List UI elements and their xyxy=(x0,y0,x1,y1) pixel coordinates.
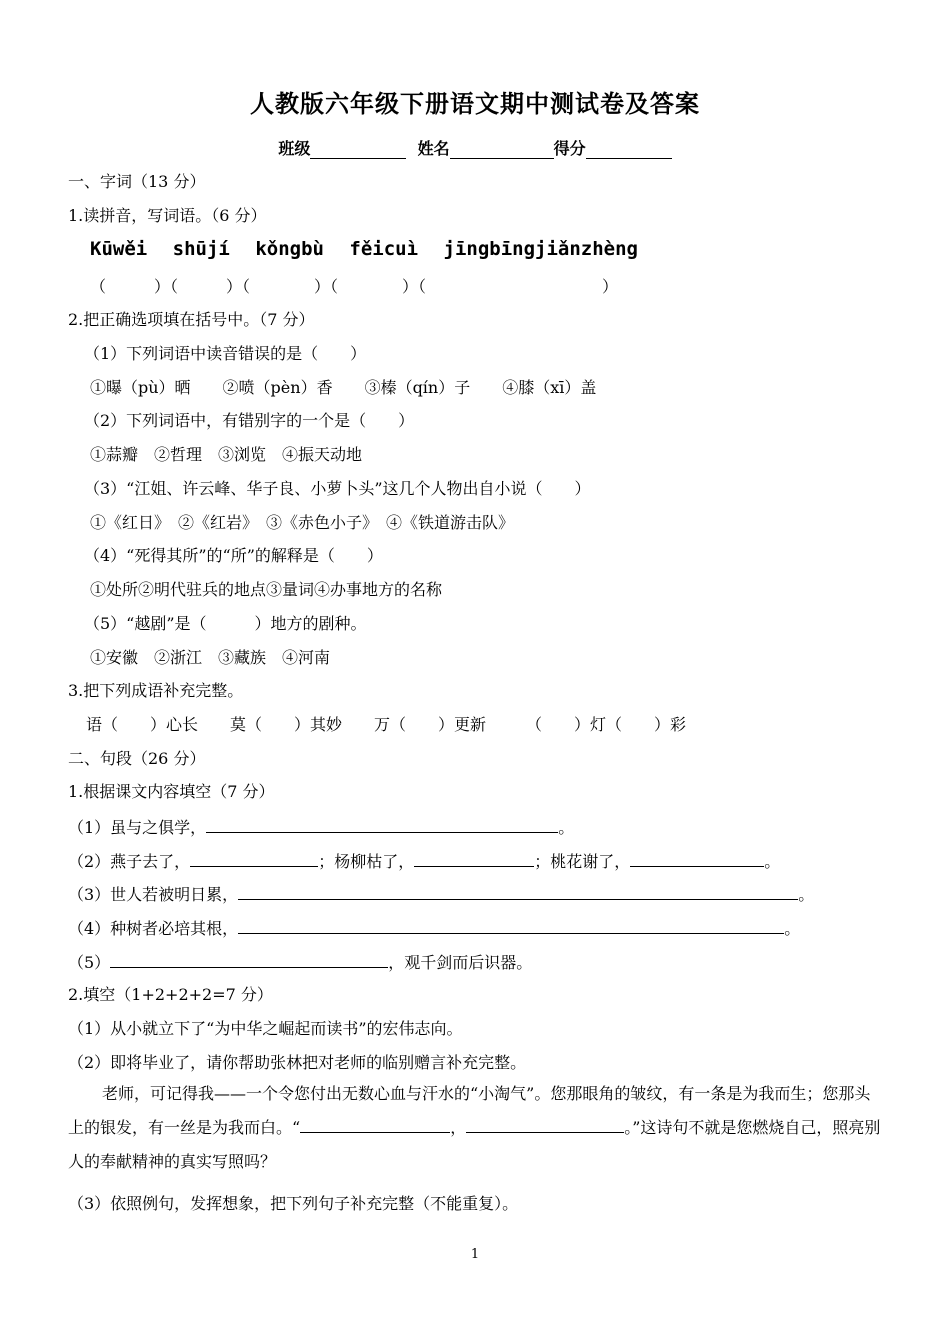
fill-blank[interactable] xyxy=(238,918,784,934)
fill-line-2 xyxy=(68,851,780,872)
fill-line-1-text: （1）虽与之俱学， xyxy=(68,818,207,837)
q2-2-item-3: （3）依照例句，发挥想象，把下列句子补充完整（不能重复）。 xyxy=(68,1194,519,1213)
paragraph-text-b: ， xyxy=(450,1118,467,1137)
question-2-2: 2.填空（1+2+2+2=7 分） xyxy=(68,985,273,1004)
fill-line-2-text-c: ；桃花谢了， xyxy=(534,852,631,871)
fill-line-1 xyxy=(68,817,574,838)
fill-line-1-end: 。 xyxy=(558,818,575,837)
pinyin-answer-parens[interactable]: （ ）（ ）（ ）（ ）（ ） xyxy=(90,277,619,296)
q2-item-1: （1）下列词语中读音错误的是（ ） xyxy=(84,344,367,363)
farewell-paragraph xyxy=(68,1077,883,1179)
class-blank[interactable] xyxy=(310,142,406,159)
pinyin-word: jīngbīngjiǎnzhèng xyxy=(443,238,638,260)
fill-line-5 xyxy=(68,952,532,973)
q2-item-3: （3）“江姐、许云峰、华子良、小萝卜头”这几个人物出自小说（ ） xyxy=(84,479,591,498)
question-1-1: 1.读拼音，写词语。（6 分） xyxy=(68,206,267,225)
fill-line-3-text: （3）世人若被明日累， xyxy=(68,885,239,904)
class-label: 班级 xyxy=(278,139,311,158)
name-blank[interactable] xyxy=(450,142,554,159)
fill-blank[interactable] xyxy=(300,1117,450,1133)
fill-line-5-text: （5） xyxy=(68,953,111,972)
fill-blank[interactable] xyxy=(190,851,318,867)
question-1-2: 2.把正确选项填在括号中。（7 分） xyxy=(68,310,315,329)
fill-line-4-end: 。 xyxy=(784,919,801,938)
section-2-heading: 二、句段（26 分） xyxy=(68,749,206,768)
student-info-row xyxy=(0,136,950,159)
pinyin-row xyxy=(90,238,652,260)
q2-item-3-options: ①《红日》 ②《红岩》 ③《赤色小子》 ④《铁道游击队》 xyxy=(90,513,515,532)
fill-blank[interactable] xyxy=(630,851,764,867)
q2-item-5-options: ①安徽 ②浙江 ③藏族 ④河南 xyxy=(90,648,331,667)
fill-line-4-text: （4）种树者必培其根， xyxy=(68,919,239,938)
fill-blank[interactable] xyxy=(238,884,798,900)
name-label: 姓名 xyxy=(417,139,450,158)
q2-2-item-2: （2）即将毕业了，请你帮助张林把对老师的临别赠言补充完整。 xyxy=(68,1053,527,1072)
page-title: 人教版六年级下册语文期中测试卷及答案 xyxy=(250,89,700,118)
pinyin-word: Kūwěi xyxy=(90,238,148,260)
fill-line-2-end: 。 xyxy=(764,852,781,871)
paragraph-text-c: 。”这诗句不就是您燃烧自己，照亮别人的奉献精神的真实写照吗？ xyxy=(68,1118,881,1171)
pinyin-word: shūjí xyxy=(172,238,230,260)
pinyin-word: fěicuì xyxy=(349,238,419,260)
q2-item-5: （5）“越剧”是（ ）地方的剧种。 xyxy=(84,614,367,633)
q2-item-2-options: ①蒜瓣 ②哲理 ③浏览 ④振天动地 xyxy=(90,445,363,464)
question-2-1: 1.根据课文内容填空（7 分） xyxy=(68,782,275,801)
fill-blank[interactable] xyxy=(414,851,534,867)
paragraph-text-a: 老师，可记得我——一个令您付出无数心血与汗水的“小淘气”。您那眼角的皱纹，有一条是为我而生；您那头上的银发，有一丝是为我而白。“ xyxy=(68,1084,871,1137)
q2-item-4: （4）“死得其所”的“所”的解释是（ ） xyxy=(84,546,383,565)
q2-item-4-options: ①处所②明代驻兵的地点③量词④办事地方的名称 xyxy=(90,580,443,599)
fill-line-3 xyxy=(68,884,814,905)
fill-line-2-text: （2）燕子去了， xyxy=(68,852,191,871)
idiom-items: 语（ ）心长 莫（ ）其妙 万（ ）更新 （ ）灯（ ）彩 xyxy=(86,715,687,734)
fill-line-2-text-b: ；杨柳枯了， xyxy=(318,852,415,871)
q2-item-1-options: ①曝（pù）晒 ②喷（pèn）香 ③榛（qín）子 ④膝（xī）盖 xyxy=(90,378,597,397)
section-1-heading: 一、字词（13 分） xyxy=(68,172,206,191)
q2-item-2: （2）下列词语中，有错别字的一个是（ ） xyxy=(84,411,415,430)
question-1-3: 3.把下列成语补充完整。 xyxy=(68,681,244,700)
score-blank[interactable] xyxy=(586,142,672,159)
pinyin-word: kǒngbù xyxy=(255,238,324,260)
fill-line-4 xyxy=(68,918,800,939)
page-number: 1 xyxy=(470,1247,480,1262)
fill-blank[interactable] xyxy=(206,817,558,833)
fill-line-5-end: ，观千剑而后识器。 xyxy=(388,953,533,972)
fill-blank[interactable] xyxy=(466,1117,624,1133)
fill-line-3-end: 。 xyxy=(798,885,815,904)
q2-2-item-1: （1）从小就立下了“为中华之崛起而读书”的宏伟志向。 xyxy=(68,1019,463,1038)
score-label: 得分 xyxy=(553,139,586,158)
fill-blank[interactable] xyxy=(110,952,388,968)
